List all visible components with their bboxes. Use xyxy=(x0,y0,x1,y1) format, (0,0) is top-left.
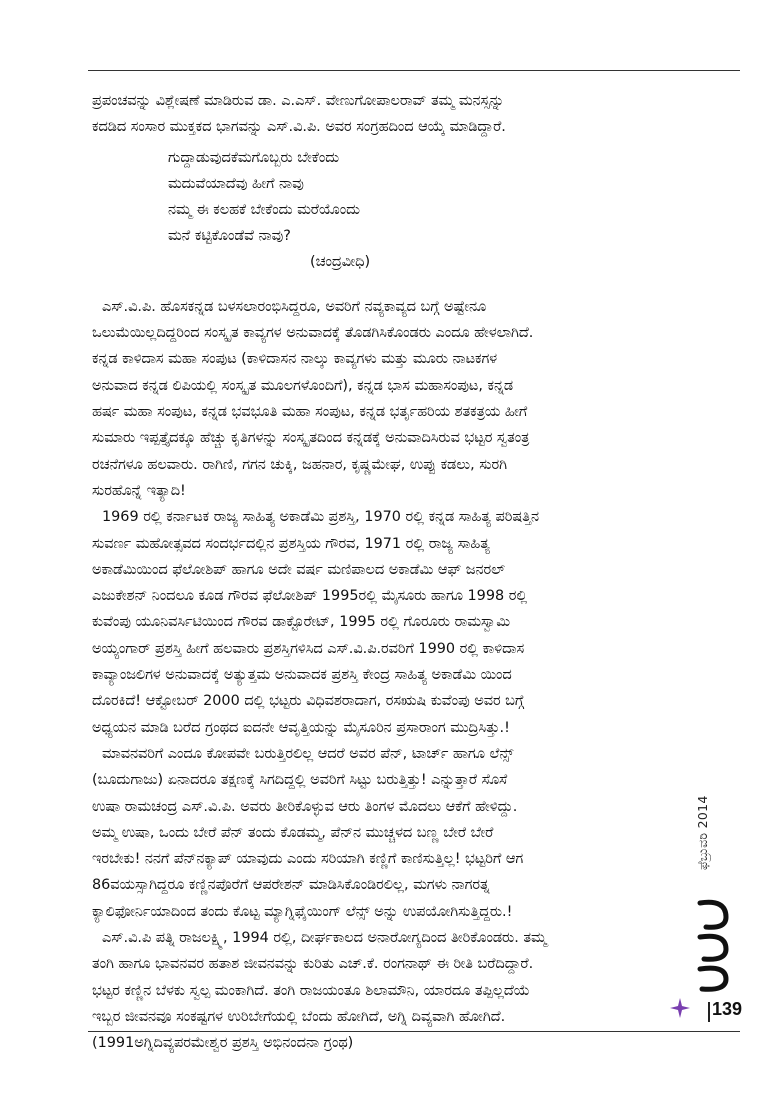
text-line: ಎಸ್.ವಿ.ಪಿ. ಹೊಸಕನ್ನಡ ಬಳಸಲಾರಂಭಿಸಿದ್ದರೂ, ಅವರಿಗೆ ನವ್ಯಕಾವ್ಯದ ಬಗ್ಗೆ ಅಷ್ಟೇನೂ xyxy=(102,298,487,315)
page-number-divider xyxy=(708,1002,710,1022)
text-line: ಮಾವನವರಿಗೆ ಎಂದೂ ಕೋಪವೇ ಬರುತ್ತಿರಲಿಲ್ಲ ಆದರೆ ಅವರ ಪೆನ್, ಟಾರ್ಚ್ ಹಾಗೂ ಲೆನ್ಸ್ xyxy=(102,745,514,762)
text-line: ಎಸ್.ವಿ.ಪಿ ಪತ್ನಿ ರಾಜಲಕ್ಷ್ಮಿ, 1994 ರಲ್ಲಿ, ದೀರ್ಘಕಾಲದ ಅನಾರೋಗ್ಯದಿಂದ ತೀರಿಕೊಂಡರು. ತಮ್ಮ xyxy=(102,930,547,947)
text-line: ಪ್ರಪಂಚವನ್ನು ವಿಶ್ಲೇಷಣೆ ಮಾಡಿರುವ ಡಾ. ಎ.ಎಸ್. ವೇಣುಗೋಪಾಲರಾವ್ ತಮ್ಮ ಮನಸ್ಸನ್ನು xyxy=(92,93,505,109)
poem-line: ಮದುವೆಯಾದೆವು ಹೀಗೆ ನಾವು xyxy=(168,175,304,192)
paragraph-2 xyxy=(92,504,740,741)
article-body xyxy=(92,88,743,1057)
text-line: ಕದಡಿದ ಸಂಸಾರ ಮುಕ್ತಕದ ಭಾಗವನ್ನು ಎಸ್.ವಿ.ಪಿ. ಅವರ ಸಂಗ್ರಹದಿಂದ ಆಯ್ಕೆ ಮಾಡಿದ್ದಾರೆ. xyxy=(92,119,506,136)
text-line: ಕುವೆಂಪು ಯೂನಿವರ್ಸಿಟಿಯಿಂದ ಗೌರವ ಡಾಕ್ಟೊರೇಟ್, 1995 ರಲ್ಲಿ ಗೊರೂರು ರಾಮಸ್ವಾಮಿ xyxy=(92,614,511,631)
text-line: 1969 ರಲ್ಲಿ ಕರ್ನಾಟಕ ರಾಜ್ಯ ಸಾಹಿತ್ಯ ಅಕಾಡೆಮಿ ಪ್ರಶಸ್ತಿ, 1970 ರಲ್ಲಿ ಕನ್ನಡ ಸಾಹಿತ್ಯ ಪರಿಷತ್ತಿನ xyxy=(102,509,539,526)
text-line: ಅಯ್ಯಂಗಾರ್ ಪ್ರಶಸ್ತಿ ಹೀಗೆ ಹಲವಾರು ಪ್ರಶಸ್ತಿಗಳಿಸಿದ ಎಸ್.ವಿ.ಪಿ.ರವರಿಗೆ 1990 ರಲ್ಲಿ ಕಾಳಿದಾಸ xyxy=(92,640,525,657)
text-line: ಉಷಾ ರಾಮಚಂದ್ರ ಎಸ್.ವಿ.ಪಿ. ಅವರು ತೀರಿಕೊಳ್ಳುವ ಆರು ತಿಂಗಳ ಮೊದಲು ಆಕೆಗೆ ಹೇಳಿದ್ದು. xyxy=(92,798,518,815)
text-line: ಇರಬೇಕು! ನನಗೆ ಪೆನ್‌ನಕ್ಯಾಪ್ ಯಾವುದು ಎಂದು ಸರಿಯಾಗಿ ಕಣ್ಣಿಗೆ ಕಾಣಿಸುತ್ತಿಲ್ಲ! ಭಟ್ಟರಿಗೆ ಆಗ xyxy=(92,851,524,868)
magazine-logo xyxy=(690,895,738,995)
poem-source: (ಚಂದ್ರವೀಧಿ) xyxy=(310,253,371,270)
paragraph-gap xyxy=(92,275,740,294)
text-line: ದೊರಕಿದೆ! ಆಕ್ಟೋಬರ್ 2000 ದಲ್ಲಿ ಭಟ್ಟರು ವಿಧಿವಶರಾದಾಗ, ರಸಋಷಿ ಕುವೆಂಪು ಅವರ ಬಗ್ಗೆ xyxy=(92,693,525,710)
text-line: ಕ್ಯಾಲಿಫೋರ್ನಿಯಾದಿಂದ ತಂದು ಕೊಟ್ಟ ಮ್ಯಾಗ್ನಿಫೈಯಿಂಗ್ ಲೆನ್ಸ್ ಅನ್ನು ಉಪಯೋಗಿಸುತ್ತಿದ್ದರು.! xyxy=(92,903,513,920)
text-line: ಅಧ್ಯಯನ ಮಾಡಿ ಬರೆದ ಗ್ರಂಥದ ಐದನೇ ಆವೃತ್ತಿಯನ್ನು ಮೈಸೂರಿನ ಪ್ರಸಾರಾಂಗ ಮುದ್ರಿಸಿತ್ತು.! xyxy=(92,719,510,736)
text-line: ಸುರಹೊನ್ನೆ ಇತ್ಯಾದಿ! xyxy=(92,482,186,499)
paragraph-3 xyxy=(92,741,740,925)
text-line: ಅನುವಾದ ಕನ್ನಡ ಲಿಪಿಯಲ್ಲಿ ಸಂಸ್ಕೃತ ಮೂಲಗಳೊಂದಿಗೆ), ಕನ್ನಡ ಭಾಸ ಮಹಾಸಂಪುಟ, ಕನ್ನಡ xyxy=(92,377,514,394)
citation: (1991ಅಗ್ನಿದಿವ್ಯಪರಮೇಶ್ವರ ಪ್ರಶಸ್ತಿ ಅಭಿನಂದನಾ ಗ್ರಂಥ) xyxy=(92,1035,354,1052)
text-line: ಒಲುಮೆಯಿಲ್ಲದಿದ್ದರಿಂದ ಸಂಸ್ಕೃತ ಕಾವ್ಯಗಳ ಅನುವಾದಕ್ಕೆ ತೊಡಗಿಸಿಕೊಂಡರು ಎಂದೂ ಹೇಳಲಾಗಿದೆ. xyxy=(92,325,534,342)
text-line: ರಚನೆಗಳೂ ಹಲವಾರು. ರಾಗಿಣಿ, ಗಗನ ಚುಕ್ಕಿ, ಜಹನಾರ, ಕೃಷ್ಣಮೇಘ, ಉಪ್ಪು ಕಡಲು, ಸುರಗಿ xyxy=(92,456,507,473)
magazine-logo-graphic xyxy=(690,895,738,995)
text-line: ಅಮ್ಮ ಉಷಾ, ಒಂದು ಬೇರೆ ಪೆನ್ ತಂದು ಕೊಡಮ್ಮ, ಪೆನ್‌ನ ಮುಚ್ಚಳದ ಬಣ್ಣ ಬೇರೆ ಬೇರೆ xyxy=(92,824,494,841)
top-rule xyxy=(88,70,740,71)
star-icon xyxy=(669,997,691,1019)
bottom-rule xyxy=(88,1031,740,1032)
text-line: (ಬೂದುಗಾಜು) ಏನಾದರೂ ತಕ್ಷಣಕ್ಕೆ ಸಿಗದಿದ್ದಲ್ಲಿ ಅವರಿಗೆ ಸಿಟ್ಟು ಬರುತ್ತಿತ್ತು! ಎನ್ನುತ್ತಾರೆ ಸೊಸೆ xyxy=(92,772,508,789)
text-line: ಸುವರ್ಣ ಮಹೋತ್ಸವದ ಸಂದರ್ಭದಲ್ಲಿನ ಪ್ರಶಸ್ತಿಯ ಗೌರವ, 1971 ರಲ್ಲಿ ರಾಜ್ಯ ಸಾಹಿತ್ಯ xyxy=(92,535,490,552)
paragraph-1 xyxy=(92,294,740,504)
text-line: ಇಬ್ಬರ ಜೀವನವೂ ಸಂಕಷ್ಟಗಳ ಉರಿಬೇಗೆಯಲ್ಲಿ ಬೆಂದು ಹೋಗಿದೆ, ಅಗ್ನಿ ದಿವ್ಯವಾಗಿ ಹೋಗಿದೆ. xyxy=(92,1008,506,1025)
poem-line: ನಮ್ಮ ಈ ಕಲಹಕೆ ಬೇಕೆಂದು ಮರೆಯೊಂದು xyxy=(168,201,360,218)
text-line: ಸುಮಾರು ಇಪ್ಪತ್ತೈದಕ್ಕೂ ಹೆಚ್ಚು ಕೃತಿಗಳನ್ನು ಸಂಸ್ಕೃತದಿಂದ ಕನ್ನಡಕ್ಕೆ ಅನುವಾದಿಸಿರುವ ಭಟ್ಟರ ಸ್ವತಂತ್ರ xyxy=(92,430,530,447)
text-line: ಭಟ್ಟರ ಕಣ್ಣಿನ ಬೆಳಕು ಸ್ವಲ್ಪ ಮಂಕಾಗಿದೆ. ತಂಗಿ ರಾಜಯಂತೂ ಶಿಲಾಮೌನಿ, ಯಾರದೂ ತಪ್ಪಿಲ್ಲದೆಯೆ xyxy=(92,982,530,999)
text-line: ಎಜುಕೇಶನ್ ನಿಂದಲೂ ಕೂಡ ಗೌರವ ಫೆಲೋಶಿಪ್ 1995ರಲ್ಲಿ ಮೈಸೂರು ಹಾಗೂ 1998 ರಲ್ಲಿ xyxy=(92,588,528,605)
poem-block xyxy=(92,145,740,249)
page-number: 139 xyxy=(712,999,743,1019)
poem-line: ಮನೆ ಕಟ್ಟಿಕೊಂಡೆವೆ ನಾವು? xyxy=(168,227,291,244)
issue-date: ಫೆಬ್ರುವರಿ 2014 xyxy=(695,795,710,870)
paragraph-4 xyxy=(92,925,743,1056)
text-line: ಕಾವ್ಯಾಂಜಲಿಗಳ ಅನುವಾದಕ್ಕೆ ಅತ್ಯುತ್ತಮ ಅನುವಾದಕ ಪ್ರಶಸ್ತಿ ಕೇಂದ್ರ ಸಾಹಿತ್ಯ ಅಕಾಡೆಮಿ ಯಿಂದ xyxy=(92,667,512,684)
poem-line: ಗುದ್ದಾಡುವುದಕೆಮಗೊಬ್ಬರು ಬೇಕೆಂದು xyxy=(168,149,340,166)
text-line: ಕನ್ನಡ ಕಾಳಿದಾಸ ಮಹಾ ಸಂಪುಟ (ಕಾಳಿದಾಸನ ನಾಲ್ಕು ಕಾವ್ಯಗಳು ಮತ್ತು ಮೂರು ನಾಟಕಗಳ xyxy=(92,351,498,368)
text-line: ತಂಗಿ ಹಾಗೂ ಭಾವನವರ ಹತಾಶ ಜೀವನವನ್ನು ಕುರಿತು ಎಚ್.ಕೆ. ರಂಗನಾಥ್ ಈ ರೀತಿ ಬರೆದಿದ್ದಾರೆ. xyxy=(92,956,534,973)
text-line: ಹರ್ಷ ಮಹಾ ಸಂಪುಟ, ಕನ್ನಡ ಭವಭೂತಿ ಮಹಾ ಸಂಪುಟ, ಕನ್ನಡ ಭರ್ತೃಹರಿಯ ಶತಕತ್ರಯ ಹೀಗೆ xyxy=(92,404,528,421)
text-line: 86ವಯಸ್ಸಾಗಿದ್ದರೂ ಕಣ್ಣಿನಪೊರೆಗೆ ಆಪರೇಶನ್ ಮಾಡಿಸಿಕೊಂಡಿರಲಿಲ್ಲ, ಮಗಳು ನಾಗರತ್ನ xyxy=(92,877,490,894)
text-line: ಅಕಾಡೆಮಿಯಿಂದ ಫೆಲೋಶಿಪ್ ಹಾಗೂ ಅದೇ ವರ್ಷ ಮಣಿಪಾಲದ ಅಕಾಡೆಮಿ ಆಫ್ ಜನರಲ್ xyxy=(92,561,506,578)
